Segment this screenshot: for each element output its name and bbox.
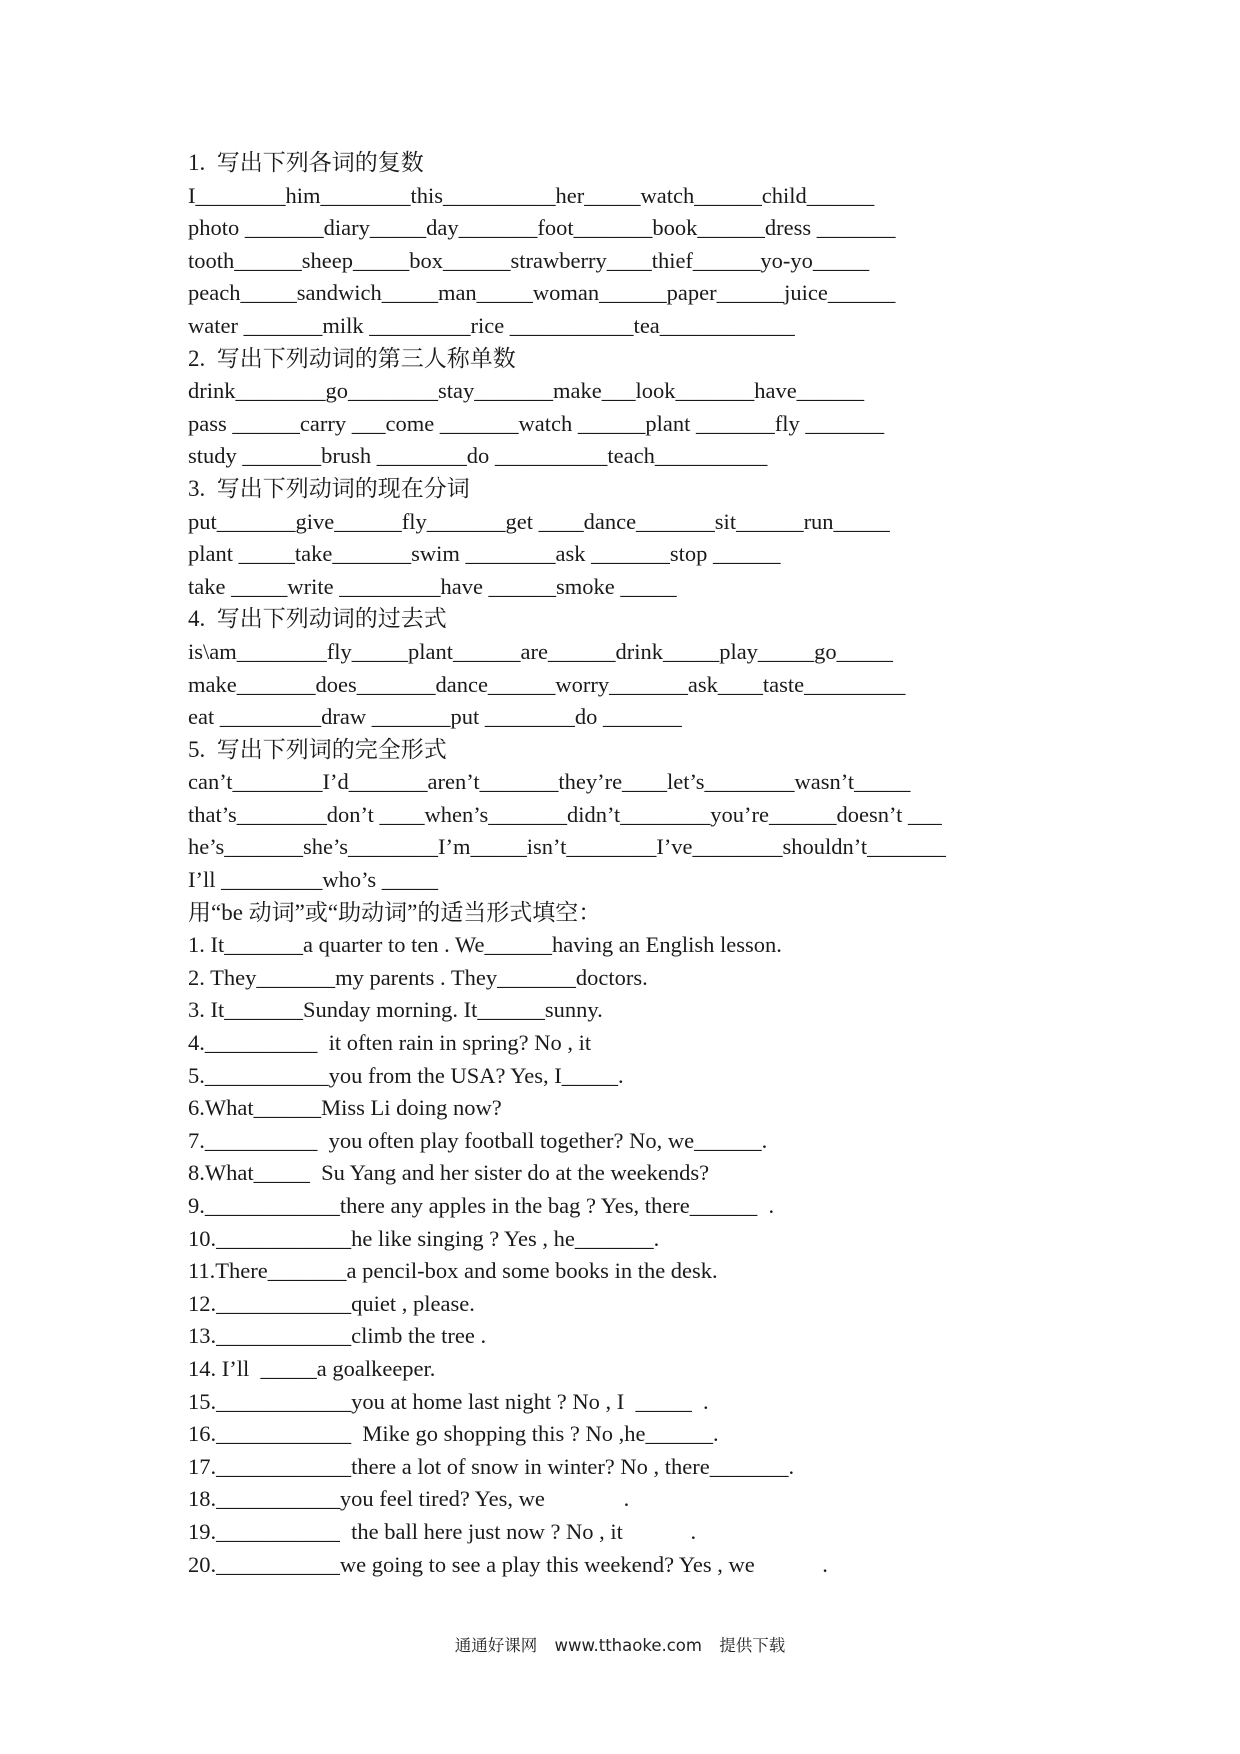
exercise-line: 2. They_______my parents . They_______doctors. [188,964,648,990]
section-heading: 5. 写出下列词的完全形式 [188,736,447,762]
exercise-line: 6.What______Miss Li doing now? [188,1095,502,1121]
exercise-line: 4.__________ it often rain in spring? No , it [188,1030,592,1056]
exercise-line: that’s________don’t ____when’s_______didn’t________you’re______doesn’t ___ [188,801,942,827]
exercise-line: 13.____________climb the tree . [188,1323,487,1349]
exercise-line: 17.____________there a lot of snow in winter? No , there_______. [188,1453,795,1479]
footer-url: www.tthaoke.com [554,1636,702,1655]
exercise-line: 18.___________you feel tired? Yes, we . [188,1486,630,1512]
exercise-line: he’s_______she’s________I’m_____isn’t________I’ve________shouldn’t_______ [188,834,946,860]
exercise-line: tooth______sheep_____box______strawberry____thief______yo-yo_____ [188,247,870,273]
section-heading: 4. 写出下列动词的过去式 [188,606,447,632]
exercise-line: 15.____________you at home last night ? No , I _____ . [188,1388,709,1414]
exercise-line: I’ll _________who’s _____ [188,867,438,893]
exercise-line: 8.What_____ Su Yang and her sister do at the weekends? [188,1160,710,1186]
section-heading: 1. 写出下列各词的复数 [188,150,424,175]
exercise-line: 16.____________ Mike go shopping this ? No ,he______. [188,1421,719,1447]
exercise-line: photo _______diary_____day_______foot_______book______dress _______ [188,215,896,241]
exercise-line: I________him________this__________her_____watch______child______ [188,182,875,208]
section-heading: 2. 写出下列动词的第三人称单数 [188,345,516,371]
exercise-line: 10.____________he like singing ? Yes , he_______. [188,1225,660,1251]
footer-site-name: 通通好课网 [454,1636,538,1655]
exercise-line: take _____write _________have ______smoke _____ [188,573,677,599]
exercise-line: eat _________draw _______put ________do _______ [188,704,682,730]
exercise-line: pass ______carry ___come _______watch ______plant _______fly _______ [188,410,885,436]
exercise-line: is\am________fly_____plant______are______drink_____play_____go_____ [188,638,893,664]
exercise-line: 1. It_______a quarter to ten . We______having an English lesson. [188,932,782,958]
section-heading: 用“be 动词”或“助动词”的适当形式填空： [188,899,602,925]
exercise-line: drink________go________stay_______make___look_______have______ [188,378,865,404]
exercise-line: put_______give______fly_______get ____dance_______sit______run_____ [188,508,890,534]
exercise-line: plant _____take_______swim ________ask _______stop ______ [188,541,781,567]
exercise-line: 11.There_______a pencil-box and some books in the desk. [188,1258,718,1284]
exercise-line: 12.____________quiet , please. [188,1290,475,1316]
exercise-line: 3. It_______Sunday morning. It______sunny. [188,997,603,1023]
exercise-line: make_______does_______dance______worry_______ask____taste_________ [188,671,906,697]
page-footer [0,1632,1240,1656]
exercise-line: 9.____________there any apples in the bag ? Yes, there______ . [188,1193,775,1218]
exercise-line: 7.__________ you often play football together? No, we______. [188,1127,768,1153]
exercise-line: study _______brush ________do __________teach__________ [188,443,768,469]
exercise-line: 14. I’ll _____a goalkeeper. [188,1355,436,1381]
exercise-line: 19.___________ the ball here just now ? No , it . [188,1518,697,1544]
worksheet-content [188,147,1088,1581]
exercise-line: peach_____sandwich_____man_____woman______paper______juice______ [188,280,896,306]
exercise-line: water _______milk _________rice ___________tea____________ [188,312,795,338]
exercise-line: 5.___________you from the USA? Yes, I_____. [188,1062,624,1088]
exercise-line: can’t________I’d_______aren’t_______they’re____let’s________wasn’t_____ [188,769,911,795]
footer-note: 提供下载 [719,1636,786,1655]
exercise-line: 20.___________we going to see a play this weekend? Yes , we . [188,1551,828,1577]
section-heading: 3. 写出下列动词的现在分词 [188,475,470,501]
